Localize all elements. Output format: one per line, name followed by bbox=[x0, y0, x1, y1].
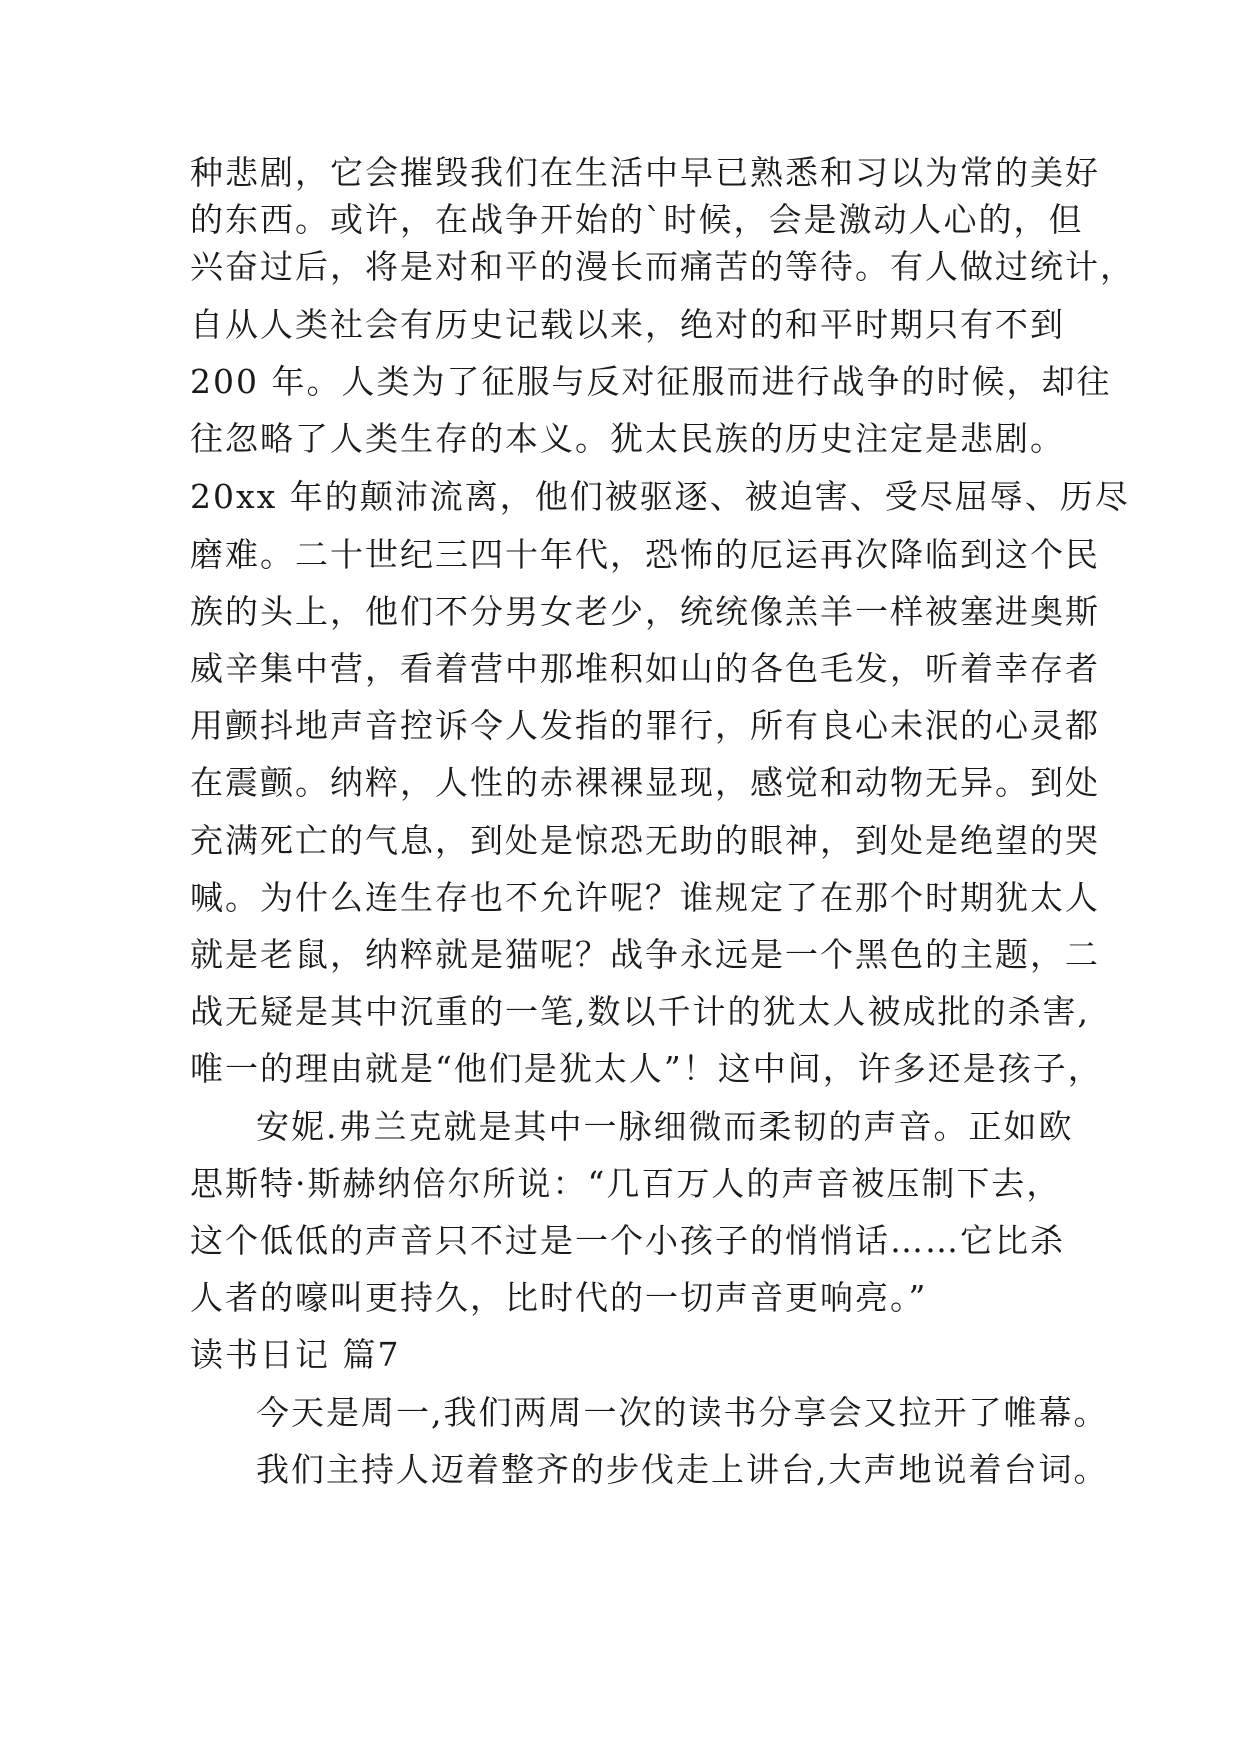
text-line: 这个低低的声音只不过是一个小孩子的悄悄话……它比杀 bbox=[190, 1221, 1065, 1260]
text-line: 充满死亡的气息，到处是惊恐无助的眼神，到处是绝望的哭 bbox=[190, 821, 1100, 860]
text-line: 喊。为什么连生存也不允许呢？谁规定了在那个时期犹太人 bbox=[190, 878, 1100, 917]
text-line: 思斯特·斯赫纳倍尔所说：“几百万人的声音被压制下去， bbox=[190, 1164, 1062, 1203]
text-line: 200 年。人类为了征服与反对征服而进行战争的时候，却往 bbox=[190, 362, 1112, 401]
text-line: 战无疑是其中沉重的一笔,数以千计的犹太人被成批的杀害, bbox=[190, 992, 1090, 1031]
text-line: 自从人类社会有历史记载以来，绝对的和平时期只有不到 bbox=[190, 305, 1065, 344]
text-line: 族的头上，他们不分男女老少，统统像羔羊一样被塞进奥斯 bbox=[190, 592, 1100, 631]
paragraph-first-line: 我们主持人迈着整齐的步伐走上讲台,大声地说着台词。 bbox=[256, 1450, 1109, 1489]
text-line: 的东西。或许，在战争开始的`时候，会是激动人心的，但 bbox=[190, 200, 1084, 239]
text-line: 在震颤。纳粹，人性的赤裸裸显现，感觉和动物无异。到处 bbox=[190, 763, 1100, 802]
text-line: 兴奋过后，将是对和平的漫长而痛苦的等待。有人做过统计， bbox=[190, 247, 1135, 286]
text-line: 就是老鼠，纳粹就是猫呢？战争永远是一个黑色的主题，二 bbox=[190, 935, 1100, 974]
text-line: 唯一的理由就是“他们是犹太人”！这中间，许多还是孩子， bbox=[190, 1049, 1103, 1088]
text-line: 人者的嚎叫更持久，比时代的一切声音更响亮。” bbox=[190, 1278, 928, 1317]
text-line: 种悲剧，它会摧毁我们在生活中早已熟悉和习以为常的美好 bbox=[190, 153, 1100, 192]
text-line: 威辛集中营，看着营中那堆积如山的各色毛发，听着幸存者 bbox=[190, 649, 1100, 688]
paragraph-first-line: 安妮.弗兰克就是其中一脉细微而柔韧的声音。正如欧 bbox=[256, 1107, 1074, 1146]
text-line: 往忽略了人类生存的本义。犹太民族的历史注定是悲剧。 bbox=[190, 419, 1065, 458]
text-line: 磨难。二十世纪三四十年代，恐怖的厄运再次降临到这个民 bbox=[190, 535, 1100, 574]
text-line: 20xx 年的颠沛流离，他们被驱逐、被迫害、受尽屈辱、历尽 bbox=[190, 477, 1130, 516]
section-heading: 读书日记 篇7 bbox=[190, 1335, 401, 1374]
text-line: 用颤抖地声音控诉令人发指的罪行，所有良心未泯的心灵都 bbox=[190, 706, 1100, 745]
paragraph-first-line: 今天是周一,我们两周一次的读书分享会又拉开了帷幕。 bbox=[256, 1393, 1109, 1432]
